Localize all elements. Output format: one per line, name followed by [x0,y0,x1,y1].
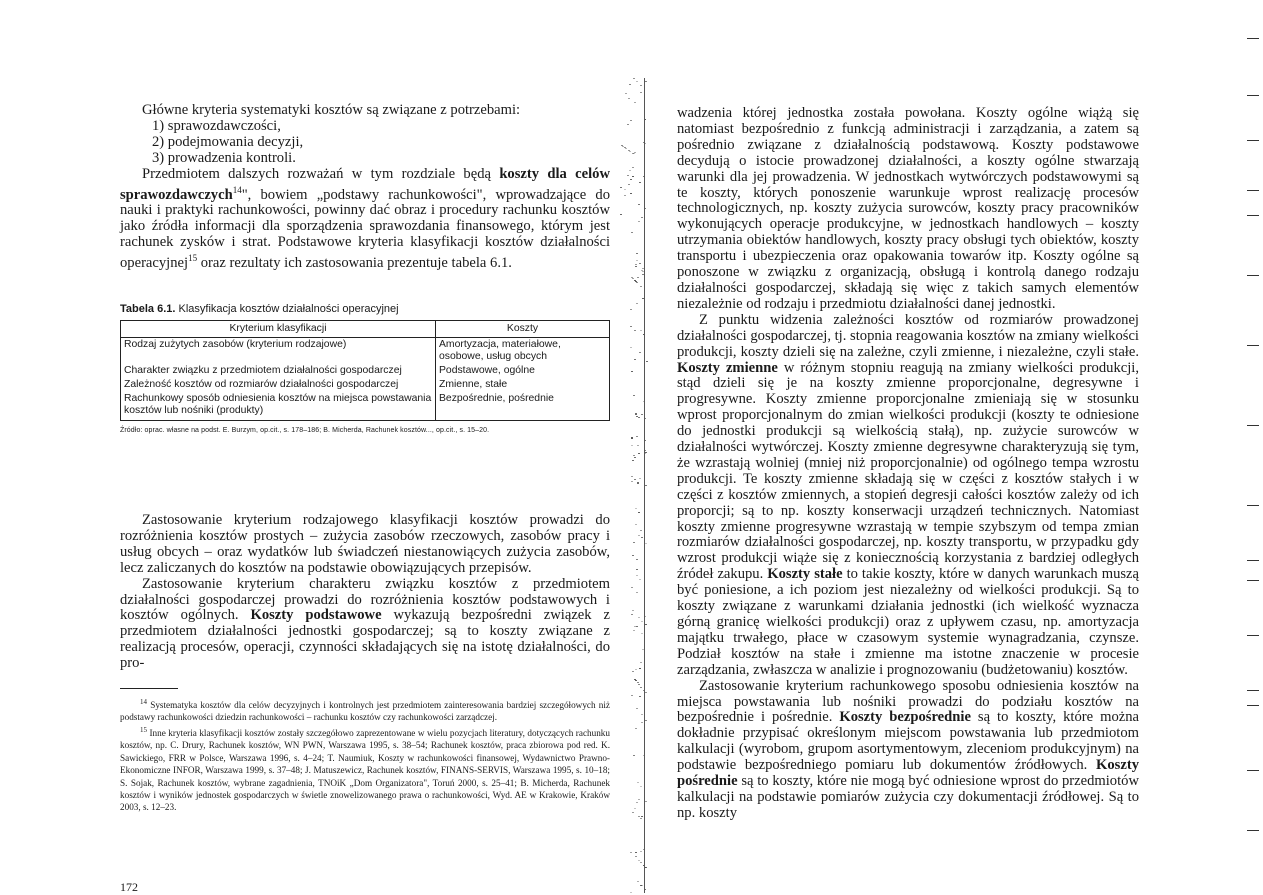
bold-term: Koszty bezpośrednie [839,709,971,726]
scan-speck [637,782,639,783]
paragraph: Zastosowanie kryterium rodzajowego klasyfikacji kosztów prowadzi do rozróżnienia kosztów prostych – zużycia zasobów rzeczowych, zasobów pracy i usług obcych – oraz wydatków lub świadczeń niestanowiących zużycia zasobów, lecz zaliczanych do kosztów na podstawie obowiązujących przepisów. [120,512,610,576]
scan-speck [645,801,647,802]
bold-term: Koszty stałe [767,566,843,583]
scan-speck [620,214,622,215]
table-cell: Rodzaj zużytych zasobów (kryterium rodzajowe) [124,339,347,350]
scan-speck [637,445,639,446]
footnote-number: 14 [140,698,147,706]
scan-speck [629,170,631,171]
footnotes [120,696,610,814]
bold-term: koszty dla celów sprawozdawczych [120,165,611,203]
scan-speck [641,217,643,218]
edge-mark [1247,95,1259,96]
scan-speck [630,120,632,121]
text-run: Przedmiotem dalszych rozważań w tym rozdziale będą [142,165,500,182]
scan-speck [631,232,633,233]
scan-speck [631,481,633,482]
bold-term: Koszty pośrednie [677,757,1139,790]
scan-speck [634,330,636,331]
scan-speck [636,802,638,803]
scan-speck [634,359,636,360]
table-cell: Podstawowe, ogólne [436,364,610,378]
text-run: są to koszty, które można dokładnie przypisać określonym miejscom powstawania lub przedmiotom kalkulacji (wyrobom, grupom asortymentowym, zleceniom produkcyjnym) na podstawie bezpośredniego pomiaru lub dokumentów źródłowych. [677,709,1139,774]
scan-speck [638,799,640,800]
scan-speck [637,881,639,882]
scan-speck [641,714,643,715]
paragraph [677,313,1139,679]
footnote [120,696,610,724]
scan-speck [631,437,633,438]
footnote-text: Systematyka kosztów dla celów decyzyjnych i kontrolnych jest przedmiotem zainteresowania bardziej szczegółowych niż podstawy rachunkowości dziedzin rachunkowości – rachunku kosztów czy rachunkowości zarządczej. [120,700,611,723]
scan-speck [637,483,639,484]
scan-speck [640,662,642,663]
scan-speck [636,569,638,570]
scan-speck [635,728,637,729]
scan-speck [631,476,633,477]
scan-speck [634,102,636,103]
table-cell: Zmienne, stałe [436,378,610,392]
scan-speck [629,84,631,85]
scan-speck [631,587,633,588]
scan-speck [636,575,638,576]
scan-speck [641,537,643,538]
table-cell: Bezpośrednie, pośrednie [436,392,610,421]
scan-speck [624,195,626,196]
text-run: Zastosowanie kryterium charakteru związku kosztów z przedmiotem działalności gospodarczej prowadzi do rozróżnienia kosztów podstawowych i kosztów ogólnych. [120,575,610,624]
footnote-number: 15 [140,725,147,734]
scan-speck [627,175,629,176]
edge-mark [1247,425,1259,426]
scan-speck [631,695,633,696]
scan-speck [640,818,642,819]
text-run: Z punktu widzenia zależności kosztów od rozmiarów prowadzonej działalności gospodarczej, tj. stopnia reagowania kosztów na zmiany wielkości produkcji, koszty dzieli się na zależne, czyli zmienne, i niezależne, czyli stałe. [677,311,1139,360]
scan-speck [640,286,642,287]
scan-speck [640,851,642,852]
scan-speck [635,669,637,670]
scan-speck [630,852,632,853]
scan-speck [625,93,627,94]
scan-speck [620,187,622,188]
edge-mark [1247,560,1259,561]
scan-speck [638,221,640,222]
list-item: 3) prowadzenia kontroli. [152,149,296,166]
scan-speck [638,204,640,205]
scan-speck [636,559,638,560]
scan-speck [641,414,643,415]
scan-speck [635,852,637,853]
left-text-column [120,103,610,272]
scan-speck [640,687,642,688]
scan-speck [641,816,643,817]
book-gutter [620,78,650,893]
scan-speck [638,684,640,685]
scan-speck [636,708,638,709]
scan-speck [636,81,638,82]
scan-speck [640,862,642,863]
table-row [121,364,610,378]
scan-speck [635,266,637,267]
scan-speck [639,668,641,669]
left-text-column-lower [120,513,610,672]
scan-speck [635,856,637,857]
scan-speck [633,755,635,756]
text-run: wykazują bezpośredni związek z przedmiotem działalności jednostki gospodarczej; są to koszty związane z realizacją procesów, operacji, czynności składających się na istotę działalności, do pro- [120,607,610,672]
page-edge-marks [1233,0,1263,893]
scan-speck [633,153,635,154]
scan-speck [632,610,634,611]
scan-speck [638,535,640,536]
scan-speck [638,453,640,454]
footnote-ref: 14 [232,184,242,195]
scan-speck [635,508,637,509]
scan-speck [636,436,638,437]
right-page [652,0,1263,893]
edge-mark [1247,580,1259,581]
scan-speck [633,542,635,543]
table-row [121,338,610,365]
scan-speck [636,592,638,593]
scan-speck [640,786,642,787]
scan-speck [639,182,641,183]
scan-speck [636,303,638,304]
text-run: oraz rezultaty ich zastosowania prezentuje tabela 6.1. [197,254,512,271]
edge-mark [1247,830,1259,831]
scan-speck [639,696,641,697]
paragraph: wadzenia której jednostka została powołana. Koszty ogólne wiążą się natomiast bezpośrednio z funkcją administracji i zarządzania, a zatem są pośrednio związane z działalnością podstawową. Koszty podstawowe decydują o istocie prowadzonej działalności, a koszty ogólne stwarzają warunki dla jej prowadzenia. W jednostkach wytwórczych podstawowymi są te koszty, których ponoszenie warunkuje wprost realizację procesów technologicznych, np. koszty zużycia surowców, koszty pracy pracowników wykonujących operacje produkcyjne, w jednostkach handlowych – koszty utrzymania obiektów handlowych, koszty pracy obsługi tych obiektów, koszty transportu i ubezpieczenia oraz opakowania towarów itp. Koszty ogólne są ponoszone w związku z organizacją, obsługą i kontrolą danego rodzaju działalności gospodarczej, składają się więc z takich samych elementów niezależnie od rodzaju i przedmiotu działalności danej jednostki. [677,105,1139,312]
scan-speck [632,176,634,177]
scan-speck [632,812,634,813]
scan-speck [641,885,643,886]
scan-speck [640,92,642,93]
text-run: Zastosowanie kryterium rachunkowego sposobu odniesienia kosztów na miejsca powstawania lub nośniki prowadzi do podziału kosztów na bezpośrednie i pośrednie. [677,677,1139,726]
edge-mark [1247,275,1259,276]
text-run: są to koszty, które nie mogą być odniesione wprost do przedmiotów kalkulacji na podstawie pomiarów zużycia czy dokumentacji źródłowej. Są to np. koszty [677,773,1139,821]
scan-speck [645,81,647,82]
scan-speck [630,326,632,327]
bold-term: Koszty zmienne [677,359,778,376]
scan-speck [638,617,640,618]
footnote-text: Inne kryteria klasyfikacji kosztów zostały szczegółowo zaprezentowane w wielu pozycjach literatury, dotyczących rachunku kosztów, np. C. Drury, Rachunek kosztów, WN PWN, Warszawa 1995, s. 38–54; Rachunek kosztów, praca zbiorowa pod red. K. Sawickiego, FRR w Polsce, Warszawa 1996, s. 4–24; T. Naumiuk, Koszty w rachunkowości finansowej, Wydawnictwo Prawno-Ekonomiczne INFOR, Warszawa 1999, s. 37–48; J. Matuszewicz, Rachunek kosztów, FINANS-SERVIS, Warszawa 1995, s. 10–18; S. Sojak, Rachunek kosztów, wybrane zagadnienia, TNOiK „Dom Organizatora", Toruń 2000, s. 25–41; B. Micherda, Rachunek kosztów i wyników jednostek gospodarczych w świetle znowelizowanego prawa o rachunkowości, Wyd. AE w Krakowie, Kraków 2003, s. 12–23. [120,727,610,813]
text-run: w różnym stopniu reagują na zmiany wielkości produkcji, stąd dzieli się je na koszty zmienne proporcjonalne, degresywne i progresywne. Koszty zmienne proporcjonalne zmieniają się w stosunku wprost proporcjonalnym do zmian wielkości produkcji (koszty te odniesione do jednostki produkcji są wielkością stałą), np. zużycie surowców w działalności wytwórczej. Koszty zmienne degresywne charakteryzują się tym, że wzrastają wolniej (mniej niż proporcjonalnie) od ogólnego tempa wzrostu produkcji. Te koszty zmienne składają się w części z kosztów stałych i w części z kosztów zmiennych, a stopień degresji całości kosztów zależy od ich proporcji; są to np. koszty konserwacji urządzeń technicznych. Natomiast koszty zmienne progresywne wzrastają w tempie szybszym od tempa zmian rozmiarów działalności gospodarczej, np. koszty transportu, w przypadku gdy wzrost produkcji wiąże się z koniecznością korzystania z bardziej odległych źródeł zakupu. [677,359,1139,583]
footnote-divider [120,688,178,689]
scan-speck [630,347,632,348]
scan-speck [640,85,642,86]
scan-speck [639,352,641,353]
scan-speck [641,621,643,622]
table-6-1 [120,303,610,434]
scan-speck [628,184,630,185]
scan-speck [635,281,637,282]
edge-mark [1247,345,1259,346]
table-cell: Amortyzacja, materiałowe, osobowe, usług obcych [436,338,610,365]
scan-speck [635,680,637,681]
scan-speck [639,579,641,580]
edge-mark [1247,215,1259,216]
page-number: 172 [120,880,138,894]
scan-speck [632,555,634,556]
scan-speck [638,417,640,418]
scan-speck [640,330,642,331]
scan-speck [636,253,638,254]
scan-speck [624,189,626,190]
text-run: ", bowiem „podstawy rachunkowości", wprowadzające do nauki i praktyki rachunkowości, powinny dać obraz i procedury rachunku kosztów jako źródła informacji dla sporządzenia sprawozdania finansowego, którym jest rachunek zysków i strat. Podstawowe kryteria klasyfikacji kosztów działalności operacyjnej [120,186,610,271]
scan-speck [636,416,638,417]
scan-speck [638,512,640,513]
scan-speck [627,124,629,125]
paragraph [120,577,610,672]
edge-mark [1247,635,1259,636]
scan-speck [632,278,634,279]
scan-speck [634,479,636,480]
paragraph [677,679,1139,822]
scan-speck [628,98,630,99]
table-cell: Charakter związku z przedmiotem działalności gospodarczej [124,365,402,376]
table-cell: Zależność kosztów od rozmiarów działalności gospodarczej [124,379,399,390]
scan-speck [636,626,638,627]
paragraph [120,167,610,272]
scan-speck [635,524,637,525]
table-row [121,392,610,421]
bold-term: Koszty podstawowe [250,607,382,624]
scan-speck [630,193,632,194]
text-run: to takie koszty, które w danych warunkach muszą być poniesione, a ich poziom jest niezależny od wielkości produkcji. Są to koszty związane z warunkami działania jednostki (ich wielkość wyznacza górną granicę wielkości produkcji) oraz z upływem czasu, np. amortyzacja majątku trwałego, płace w czasowym systemie wynagradzania, czynsze. Podział kosztów na stałe i zmienne ma istotne znaczenie w procesie zarządzania, zwłaszcza w analizie i prognozowaniu (budżetowaniu) kosztów. [677,566,1139,678]
list-item: 1) sprawozdawczości, [152,117,281,134]
scan-speck [641,633,643,634]
edge-mark [1247,140,1259,141]
scan-speck [632,671,634,672]
edge-mark [1247,690,1259,691]
edge-mark [1247,770,1259,771]
scan-speck [637,277,639,278]
gutter-line [644,78,645,893]
scan-speck [646,361,648,362]
scan-speck [631,371,633,372]
scan-speck [632,460,634,461]
list-item: 2) podejmowania decyzji, [152,133,304,150]
table-caption-text: Klasyfikacja kosztów działalności operacyjnej [178,303,399,315]
scan-speck [630,179,632,180]
table-row [121,378,610,392]
scan-speck [636,260,638,261]
scan-speck [630,309,632,310]
table-caption-label: Tabela 6.1. [120,303,176,315]
table-source: Źródło: oprac. własne na podst. E. Burzym, op.cit., s. 178–186; B. Micherda, Rachunek kosztów..., op.cit., s. 15–20. [120,427,490,434]
scan-speck [632,167,634,168]
scan-speck [633,78,635,79]
scan-speck [631,614,633,615]
table-caption [120,303,610,315]
scan-speck [645,624,647,625]
scan-speck [641,722,643,723]
table-header: Kryterium klasyfikacji [121,321,436,338]
edge-mark [1247,38,1259,39]
scan-speck [634,457,636,458]
footnote [120,724,610,814]
scan-speck [635,264,637,265]
right-text-column [677,106,1139,822]
table-header: Koszty [436,321,610,338]
scan-speck [631,445,633,446]
scan-speck [634,808,636,809]
intro-line: Główne kryteria systematyki kosztów są związane z potrzebami: [142,102,521,118]
table-cell: Rachunkowy sposób odniesienia kosztów na miejsca powstawania kosztów lub nośniki (produkty) [124,393,432,416]
scan-speck [645,692,647,693]
scan-speck [633,630,635,631]
scan-speck [633,395,635,396]
classification-table [120,320,610,421]
footnote-ref: 15 [188,253,198,264]
edge-mark [1247,190,1259,191]
scan-speck [640,530,642,531]
scan-speck [639,478,641,479]
scan-speck [639,263,641,264]
edge-mark [1247,705,1259,706]
edge-mark [1247,505,1259,506]
